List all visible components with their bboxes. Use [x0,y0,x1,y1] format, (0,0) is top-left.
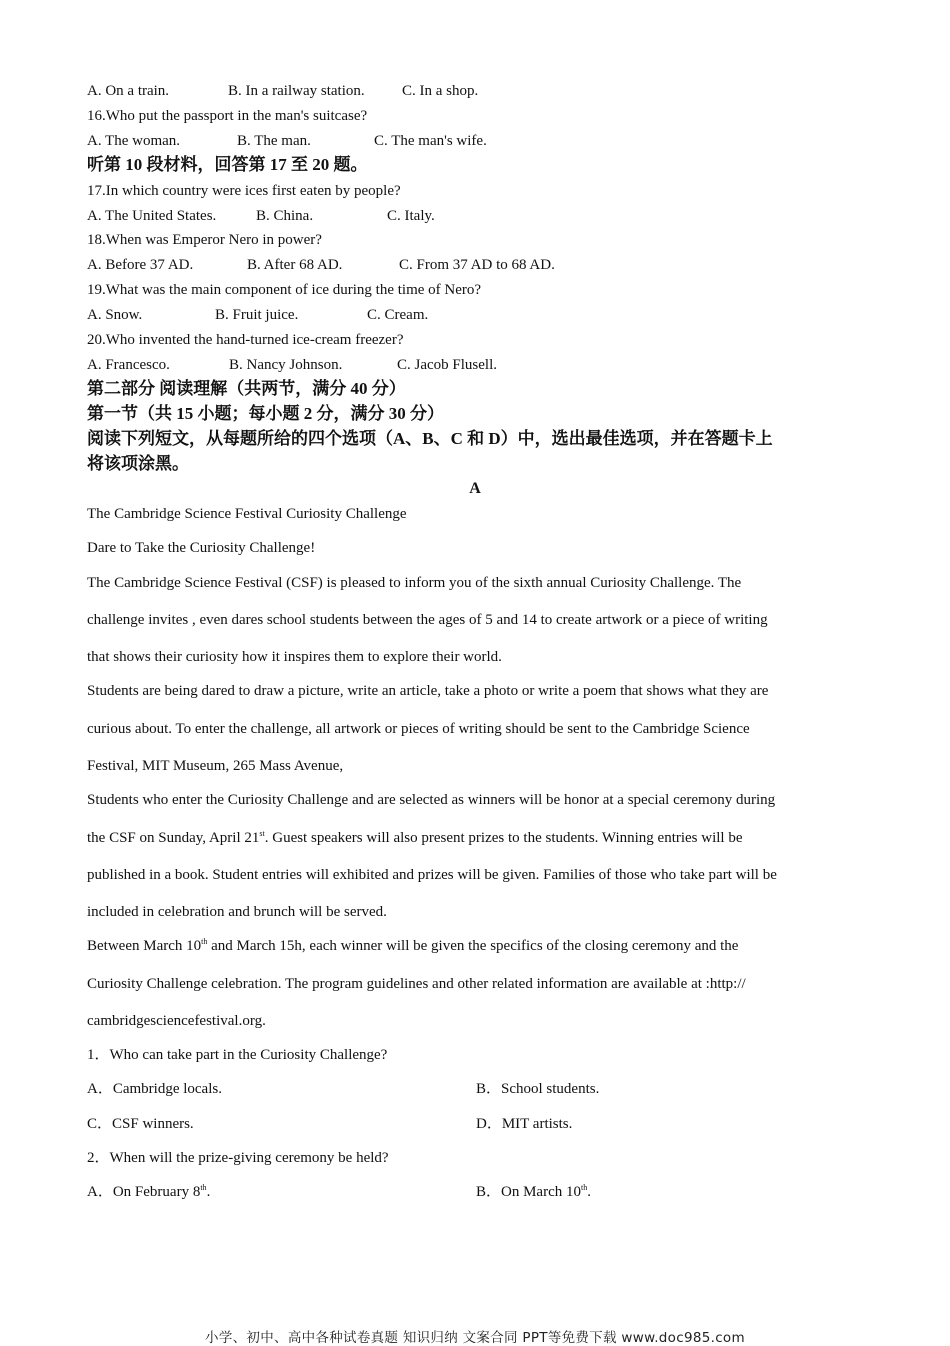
paragraph-4-line-1-rest: and March 15h, each winner will be given the specifics of the closing ceremony and the [207,938,739,954]
q20-stem: 20.Who invented the hand-turned ice-cream freezer? [87,332,404,348]
paragraph-3-line-2-rest: . Guest speakers will also present prizes to the students. Winning entries will be [264,830,743,846]
paragraph-3-line-4: included in celebration and brunch will be served. [87,904,387,920]
paragraph-2-line-3: Festival, MIT Museum, 265 Mass Avenue, [87,758,344,774]
instructions-line-1: 阅读下列短文，从每题所给的四个选项（A、B、C 和 D）中，选出最佳选项，并在答题卡上 [87,429,773,448]
q19-option-b: B. Fruit juice. [215,307,299,323]
paragraph-3-line-1: Students who enter the Curiosity Challenge and are selected as winners will be honor at a special ceremony during [87,792,776,808]
q2-option-a-text: A．On February 8 [87,1184,201,1200]
q15-option-c: C. In a shop. [402,83,479,99]
q19-option-a: A. Snow. [87,307,143,323]
q2-stem: 2．When will the prize-giving ceremony be held? [87,1150,389,1166]
q17-option-b: B. China. [256,208,314,224]
ordinal-suffix: th [581,1183,588,1192]
paragraph-3-line-2 [87,829,743,847]
q2-option-b: B．On March 10th. [476,1183,591,1200]
q16-stem: 16.Who put the passport in the man's suitcase? [87,108,368,124]
q18-stem: 18.When was Emperor Nero in power? [87,232,322,248]
q16-option-b: B. The man. [237,133,311,149]
passage-title: The Cambridge Science Festival Curiosity Challenge [87,506,407,522]
q17-options [87,207,435,225]
q1-option-a: A．Cambridge locals. [87,1081,222,1097]
listening-section-10-heading: 听第 10 段材料，回答第 17 至 20 题。 [87,155,368,174]
q18-option-b: B. After 68 AD. [247,257,343,273]
q18-option-a: A. Before 37 AD. [87,257,194,273]
paragraph-3-line-2-text: the CSF on Sunday, April 21 [87,830,260,846]
q1-stem: 1．Who can take part in the Curiosity Challenge? [87,1047,388,1063]
q2-option-a: A．On February 8th. [87,1183,211,1200]
q20-option-a: A. Francesco. [87,357,170,373]
q20-option-b: B. Nancy Johnson. [229,357,343,373]
section1-heading: 第一节（共 15 小题；每小题 2 分，满分 30 分） [87,404,444,423]
q19-options [87,306,428,324]
footer-banner: 小学、初中、高中各种试卷真题 知识归纳 文案合同 PPT等免费下载 www.doc985.com [205,1330,745,1346]
passage-label: A [469,480,481,497]
instructions-line-2: 将该项涂黑。 [87,454,189,473]
q20-option-c: C. Jacob Flusell. [397,357,497,373]
q16-option-a: A. The woman. [87,133,181,149]
q17-option-c: C. Italy. [387,208,435,224]
q19-option-c: C. Cream. [367,307,429,323]
paragraph-1-line-1: The Cambridge Science Festival (CSF) is pleased to inform you of the sixth annual Curiosity Challenge. The [87,575,742,591]
paragraph-4-line-3: cambridgesciencefestival.org. [87,1013,266,1029]
q16-options [87,132,487,150]
q15-option-a: A. On a train. [87,83,170,99]
paragraph-2-line-1: Students are being dared to draw a picture, write an article, take a photo or write a poem that shows what they are [87,683,769,699]
paragraph-4-line-2: Curiosity Challenge celebration. The program guidelines and other related information are available at :http:// [87,976,746,992]
q15-option-b: B. In a railway station. [228,83,365,99]
passage-subtitle: Dare to Take the Curiosity Challenge! [87,540,316,556]
q1-option-d: D．MIT artists. [476,1116,573,1132]
q20-options [87,356,497,374]
paragraph-1-line-2: challenge invites , even dares school students between the ages of 5 and 14 to create artwork or a piece of writing [87,612,768,628]
paragraph-2-line-2: curious about. To enter the challenge, all artwork or pieces of writing should be sent to the Cambridge Science [87,721,750,737]
q2-option-b-text: B．On March 10 [476,1184,581,1200]
q18-option-c: C. From 37 AD to 68 AD. [399,257,555,273]
paragraph-3-line-3: published in a book. Student entries will exhibited and prizes will be given. Families of those who take part will be [87,867,777,883]
q1-option-b: B．School students. [476,1081,600,1097]
q19-stem: 19.What was the main component of ice during the time of Nero? [87,282,482,298]
q1-option-c: C．CSF winners. [87,1116,194,1132]
ordinal-suffix: th [200,1183,207,1192]
ordinal-suffix: th [201,937,208,946]
paragraph-4-line-1-text: Between March 10 [87,938,202,954]
paragraph-1-line-3: that shows their curiosity how it inspires them to explore their world. [87,649,502,665]
q18-options [87,256,555,274]
q15-options [87,82,478,100]
paragraph-4-line-1 [87,937,738,955]
part2-heading: 第二部分 阅读理解（共两节，满分 40 分） [87,379,406,398]
q17-option-a: A. The United States. [87,208,217,224]
q17-stem: 17.In which country were ices first eaten by people? [87,183,401,199]
q16-option-c: C. The man's wife. [374,133,487,149]
ordinal-suffix: st [259,829,265,838]
